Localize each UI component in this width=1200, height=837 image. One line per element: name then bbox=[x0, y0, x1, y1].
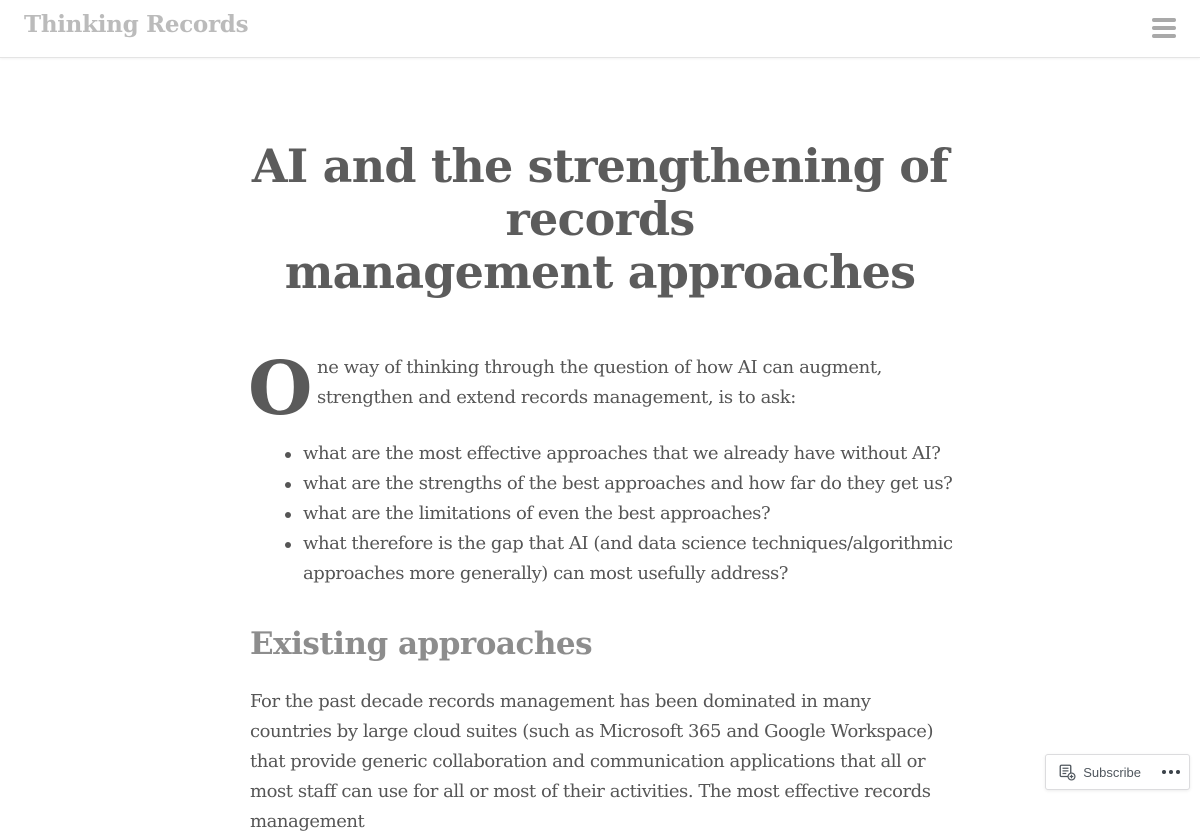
intro-text: ne way of thinking through the question of how AI can augment, strengthen and extend records management, is to ask: bbox=[317, 357, 882, 408]
reader-subscribe-icon bbox=[1058, 763, 1076, 781]
question-list bbox=[303, 439, 953, 589]
subscribe-button[interactable] bbox=[1046, 755, 1153, 789]
section-heading: Existing approaches bbox=[250, 626, 593, 662]
action-bar bbox=[1045, 754, 1190, 790]
intro-paragraph bbox=[248, 346, 950, 433]
ellipsis-dot bbox=[1169, 770, 1173, 774]
article-title-line-3: management approaches bbox=[284, 245, 916, 299]
menu-bar-middle bbox=[1152, 26, 1176, 30]
article-title bbox=[220, 140, 980, 299]
list-item: what are the limitations of even the best approaches? bbox=[303, 499, 953, 529]
subscribe-label: Subscribe bbox=[1083, 764, 1141, 780]
list-item: what are the most effective approaches that we already have without AI? bbox=[303, 439, 953, 469]
drop-cap: O bbox=[248, 346, 313, 432]
site-header bbox=[0, 0, 1200, 58]
list-item: what are the strengths of the best approaches and how far do they get us? bbox=[303, 469, 953, 499]
menu-bar-bottom bbox=[1152, 34, 1176, 38]
article-title-line-1: AI and the strengthening of bbox=[251, 139, 949, 193]
site-title[interactable]: Thinking Records bbox=[24, 11, 249, 38]
ellipsis-dot bbox=[1176, 770, 1180, 774]
body-paragraph: For the past decade records management has been dominated in many countries by large cloud suites (such as Microsoft 365 and Google Workspace) that provide generic collaboration and communication applications that all or most staff can use for all or most of their activities. The most effective records management bbox=[250, 691, 934, 832]
article-title-line-2: records bbox=[505, 192, 695, 246]
hamburger-menu-icon[interactable] bbox=[1152, 16, 1176, 40]
ellipsis-icon[interactable] bbox=[1153, 755, 1189, 789]
list-item: what therefore is the gap that AI (and data science techniques/algorithmic approaches more generally) can most usefully address? bbox=[303, 529, 953, 589]
ellipsis-dot bbox=[1162, 770, 1166, 774]
menu-bar-top bbox=[1152, 18, 1176, 22]
